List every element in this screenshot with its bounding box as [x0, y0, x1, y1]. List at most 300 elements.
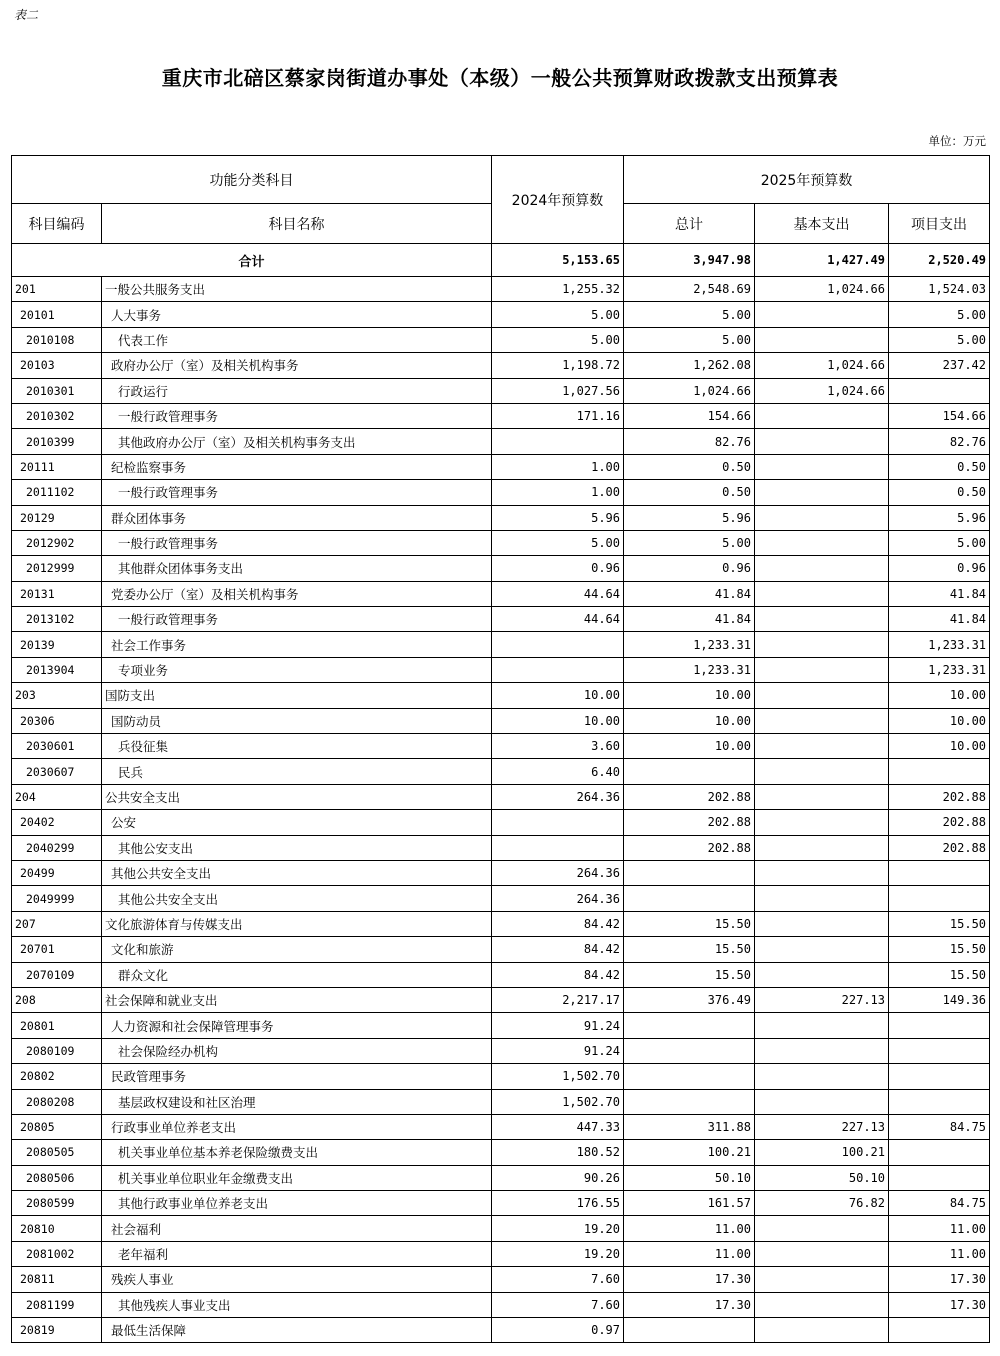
cell-budget-2024: 1,255.32: [492, 277, 624, 302]
cell-basic: [755, 632, 889, 657]
cell-total: 11.00: [624, 1241, 755, 1266]
cell-code: 20802: [12, 1064, 102, 1089]
cell-project: 11.00: [889, 1241, 990, 1266]
cell-budget-2024: 19.20: [492, 1241, 624, 1266]
cell-name: 一般行政管理事务: [102, 480, 492, 505]
table-row: [12, 327, 990, 352]
table-row: [12, 1267, 990, 1292]
cell-project: 154.66: [889, 403, 990, 428]
cell-budget-2024: 1,502.70: [492, 1089, 624, 1114]
cell-name: 其他公安支出: [102, 835, 492, 860]
cell-budget-2024: 171.16: [492, 403, 624, 428]
table-row: [12, 302, 990, 327]
cell-project: [889, 1089, 990, 1114]
cell-project: [889, 1038, 990, 1063]
cell-name: 人大事务: [102, 302, 492, 327]
cell-basic: [755, 1089, 889, 1114]
cell-code: 20306: [12, 708, 102, 733]
cell-code: 20129: [12, 505, 102, 530]
cell-basic: [755, 530, 889, 555]
cell-project: [889, 378, 990, 403]
cell-name: 其他公共安全支出: [102, 886, 492, 911]
table-row: [12, 429, 990, 454]
cell-code: 20402: [12, 810, 102, 835]
table-row: [12, 632, 990, 657]
cell-name: 民兵: [102, 759, 492, 784]
summary-basic: 1,427.49: [755, 244, 889, 277]
table-row: [12, 784, 990, 809]
cell-total: 41.84: [624, 581, 755, 606]
cell-total: 1,262.08: [624, 353, 755, 378]
cell-name: 一般公共服务支出: [102, 277, 492, 302]
cell-project: 41.84: [889, 581, 990, 606]
cell-name: 纪检监察事务: [102, 454, 492, 479]
cell-basic: [755, 1064, 889, 1089]
cell-name: 老年福利: [102, 1241, 492, 1266]
cell-basic: 76.82: [755, 1191, 889, 1216]
cell-name: 其他残疾人事业支出: [102, 1292, 492, 1317]
cell-code: 208: [12, 987, 102, 1012]
cell-name: 一般行政管理事务: [102, 530, 492, 555]
cell-name: 行政运行: [102, 378, 492, 403]
cell-total: [624, 1064, 755, 1089]
cell-total: [624, 1038, 755, 1063]
cell-budget-2024: 1,027.56: [492, 378, 624, 403]
cell-budget-2024: 447.33: [492, 1114, 624, 1139]
cell-budget-2024: [492, 810, 624, 835]
cell-name: 其他公共安全支出: [102, 860, 492, 885]
cell-basic: [755, 1013, 889, 1038]
cell-total: 0.50: [624, 480, 755, 505]
cell-name: 一般行政管理事务: [102, 403, 492, 428]
table-row: [12, 277, 990, 302]
cell-total: 17.30: [624, 1292, 755, 1317]
cell-budget-2024: 5.00: [492, 327, 624, 352]
cell-basic: [755, 708, 889, 733]
cell-budget-2024: 7.60: [492, 1267, 624, 1292]
cell-total: 15.50: [624, 962, 755, 987]
cell-total: 0.96: [624, 556, 755, 581]
cell-total: 311.88: [624, 1114, 755, 1139]
cell-budget-2024: 19.20: [492, 1216, 624, 1241]
cell-name: 文化和旅游: [102, 937, 492, 962]
cell-project: [889, 886, 990, 911]
cell-basic: [755, 327, 889, 352]
cell-total: 2,548.69: [624, 277, 755, 302]
cell-budget-2024: 264.36: [492, 886, 624, 911]
cell-basic: [755, 657, 889, 682]
cell-project: 84.75: [889, 1191, 990, 1216]
table-row: [12, 911, 990, 936]
cell-code: 2030607: [12, 759, 102, 784]
cell-code: 2012902: [12, 530, 102, 555]
unit-label: 单位：万元: [928, 134, 986, 148]
cell-name: 基层政权建设和社区治理: [102, 1089, 492, 1114]
table-row: [12, 962, 990, 987]
cell-project: 5.00: [889, 302, 990, 327]
cell-name: 机关事业单位基本养老保险缴费支出: [102, 1140, 492, 1165]
cell-name: 社会保险经办机构: [102, 1038, 492, 1063]
table-row: [12, 378, 990, 403]
cell-basic: [755, 911, 889, 936]
cell-name: 机关事业单位职业年金缴费支出: [102, 1165, 492, 1190]
cell-project: 82.76: [889, 429, 990, 454]
cell-basic: [755, 429, 889, 454]
cell-budget-2024: 90.26: [492, 1165, 624, 1190]
cell-project: 41.84: [889, 607, 990, 632]
cell-project: 15.50: [889, 937, 990, 962]
cell-basic: [755, 1216, 889, 1241]
cell-name: 群众文化: [102, 962, 492, 987]
cell-project: [889, 759, 990, 784]
cell-basic: [755, 784, 889, 809]
table-row: [12, 937, 990, 962]
cell-basic: [755, 302, 889, 327]
cell-name: 其他政府办公厅（室）及相关机构事务支出: [102, 429, 492, 454]
table-row: [12, 708, 990, 733]
cell-budget-2024: 180.52: [492, 1140, 624, 1165]
cell-basic: [755, 759, 889, 784]
cell-code: 20811: [12, 1267, 102, 1292]
cell-budget-2024: 44.64: [492, 607, 624, 632]
cell-name: 民政管理事务: [102, 1064, 492, 1089]
cell-project: 11.00: [889, 1216, 990, 1241]
cell-code: 20801: [12, 1013, 102, 1038]
cell-code: 20139: [12, 632, 102, 657]
cell-project: [889, 1165, 990, 1190]
summary-budget-2024: 5,153.65: [492, 244, 624, 277]
table-row: [12, 1292, 990, 1317]
cell-total: 0.50: [624, 454, 755, 479]
cell-total: 161.57: [624, 1191, 755, 1216]
cell-basic: [755, 480, 889, 505]
header-code: 科目编码: [12, 204, 102, 244]
summary-project: 2,520.49: [889, 244, 990, 277]
cell-budget-2024: 2,217.17: [492, 987, 624, 1012]
cell-project: 5.00: [889, 530, 990, 555]
cell-name: 公安: [102, 810, 492, 835]
cell-project: 0.50: [889, 454, 990, 479]
table-row: [12, 454, 990, 479]
cell-budget-2024: 176.55: [492, 1191, 624, 1216]
cell-basic: 1,024.66: [755, 353, 889, 378]
cell-code: 2011102: [12, 480, 102, 505]
cell-total: 1,233.31: [624, 632, 755, 657]
cell-code: 2049999: [12, 886, 102, 911]
cell-project: 5.00: [889, 327, 990, 352]
cell-code: 2080506: [12, 1165, 102, 1190]
cell-name: 公共安全支出: [102, 784, 492, 809]
cell-budget-2024: [492, 657, 624, 682]
cell-project: 15.50: [889, 911, 990, 936]
cell-total: 15.50: [624, 911, 755, 936]
cell-total: 11.00: [624, 1216, 755, 1241]
table-row: [12, 607, 990, 632]
table-row: [12, 1114, 990, 1139]
cell-total: 5.00: [624, 530, 755, 555]
cell-budget-2024: 91.24: [492, 1013, 624, 1038]
cell-name: 政府办公厅（室）及相关机构事务: [102, 353, 492, 378]
cell-basic: [755, 886, 889, 911]
cell-code: 20805: [12, 1114, 102, 1139]
cell-budget-2024: [492, 632, 624, 657]
cell-budget-2024: 0.97: [492, 1318, 624, 1343]
cell-total: [624, 759, 755, 784]
cell-name: 一般行政管理事务: [102, 607, 492, 632]
table-row: [12, 505, 990, 530]
cell-project: 10.00: [889, 708, 990, 733]
cell-code: 201: [12, 277, 102, 302]
cell-total: 5.96: [624, 505, 755, 530]
table-number-label: 表二: [14, 8, 39, 22]
cell-basic: 1,024.66: [755, 378, 889, 403]
cell-basic: 227.13: [755, 987, 889, 1012]
header-budget-2024: 2024年预算数: [492, 156, 624, 244]
header-row-1: [12, 156, 990, 204]
cell-project: 1,233.31: [889, 657, 990, 682]
table-row: [12, 581, 990, 606]
cell-code: 2080505: [12, 1140, 102, 1165]
cell-budget-2024: 1.00: [492, 454, 624, 479]
cell-basic: [755, 810, 889, 835]
cell-basic: [755, 1038, 889, 1063]
cell-code: 20111: [12, 454, 102, 479]
header-name: 科目名称: [102, 204, 492, 244]
cell-name: 文化旅游体育与传媒支出: [102, 911, 492, 936]
cell-code: 203: [12, 683, 102, 708]
cell-basic: [755, 1292, 889, 1317]
cell-project: 5.96: [889, 505, 990, 530]
cell-budget-2024: 264.36: [492, 784, 624, 809]
cell-basic: 1,024.66: [755, 277, 889, 302]
cell-project: [889, 1318, 990, 1343]
cell-project: 10.00: [889, 683, 990, 708]
cell-budget-2024: 1.00: [492, 480, 624, 505]
cell-name: 社会工作事务: [102, 632, 492, 657]
cell-code: 2013102: [12, 607, 102, 632]
table-row: [12, 1064, 990, 1089]
cell-code: 20819: [12, 1318, 102, 1343]
cell-project: 17.30: [889, 1292, 990, 1317]
cell-name: 其他群众团体事务支出: [102, 556, 492, 581]
cell-code: 2030601: [12, 734, 102, 759]
cell-code: 20131: [12, 581, 102, 606]
cell-project: [889, 1064, 990, 1089]
cell-budget-2024: 0.96: [492, 556, 624, 581]
cell-basic: [755, 734, 889, 759]
cell-basic: 100.21: [755, 1140, 889, 1165]
header-function-category: 功能分类科目: [12, 156, 492, 204]
cell-name: 社会保障和就业支出: [102, 987, 492, 1012]
table-row: [12, 1191, 990, 1216]
table-row: [12, 657, 990, 682]
cell-total: 82.76: [624, 429, 755, 454]
cell-project: 202.88: [889, 810, 990, 835]
cell-budget-2024: 1,198.72: [492, 353, 624, 378]
table-row: [12, 1165, 990, 1190]
table-row: [12, 860, 990, 885]
cell-code: 20499: [12, 860, 102, 885]
cell-budget-2024: 3.60: [492, 734, 624, 759]
cell-total: 202.88: [624, 810, 755, 835]
cell-code: 2070109: [12, 962, 102, 987]
table-row: [12, 987, 990, 1012]
cell-project: [889, 860, 990, 885]
cell-code: 20101: [12, 302, 102, 327]
cell-code: 2010399: [12, 429, 102, 454]
summary-total: 3,947.98: [624, 244, 755, 277]
cell-total: 5.00: [624, 327, 755, 352]
cell-code: 2080109: [12, 1038, 102, 1063]
cell-name: 其他行政事业单位养老支出: [102, 1191, 492, 1216]
cell-budget-2024: 7.60: [492, 1292, 624, 1317]
cell-budget-2024: 5.00: [492, 302, 624, 327]
cell-project: 15.50: [889, 962, 990, 987]
budget-table: [11, 155, 990, 1343]
cell-budget-2024: 10.00: [492, 683, 624, 708]
cell-project: 10.00: [889, 734, 990, 759]
cell-name: 行政事业单位养老支出: [102, 1114, 492, 1139]
table-row: [12, 1013, 990, 1038]
cell-total: 17.30: [624, 1267, 755, 1292]
cell-basic: [755, 1318, 889, 1343]
cell-project: [889, 1140, 990, 1165]
header-basic: 基本支出: [755, 204, 889, 244]
table-row: [12, 1216, 990, 1241]
cell-code: 20701: [12, 937, 102, 962]
cell-total: 154.66: [624, 403, 755, 428]
cell-budget-2024: 44.64: [492, 581, 624, 606]
cell-basic: [755, 607, 889, 632]
cell-budget-2024: 84.42: [492, 962, 624, 987]
cell-total: 202.88: [624, 784, 755, 809]
cell-name: 残疾人事业: [102, 1267, 492, 1292]
cell-code: 2012999: [12, 556, 102, 581]
cell-project: 202.88: [889, 835, 990, 860]
cell-project: [889, 1013, 990, 1038]
cell-total: 376.49: [624, 987, 755, 1012]
cell-name: 党委办公厅（室）及相关机构事务: [102, 581, 492, 606]
cell-budget-2024: 84.42: [492, 937, 624, 962]
table-row: [12, 683, 990, 708]
table-row: [12, 759, 990, 784]
summary-label: 合计: [12, 244, 492, 277]
cell-budget-2024: 1,502.70: [492, 1064, 624, 1089]
table-row: [12, 1089, 990, 1114]
header-project: 项目支出: [889, 204, 990, 244]
cell-code: 2010108: [12, 327, 102, 352]
cell-total: 10.00: [624, 708, 755, 733]
table-row: [12, 1318, 990, 1343]
cell-project: 149.36: [889, 987, 990, 1012]
cell-name: 社会福利: [102, 1216, 492, 1241]
header-total: 总计: [624, 204, 755, 244]
cell-basic: [755, 454, 889, 479]
cell-total: 1,233.31: [624, 657, 755, 682]
cell-budget-2024: 6.40: [492, 759, 624, 784]
cell-name: 国防支出: [102, 683, 492, 708]
cell-name: 群众团体事务: [102, 505, 492, 530]
cell-name: 代表工作: [102, 327, 492, 352]
cell-total: [624, 1318, 755, 1343]
table-row: [12, 556, 990, 581]
cell-code: 2080208: [12, 1089, 102, 1114]
cell-code: 2081002: [12, 1241, 102, 1266]
cell-total: 5.00: [624, 302, 755, 327]
table-row: [12, 886, 990, 911]
cell-project: 17.30: [889, 1267, 990, 1292]
cell-budget-2024: 264.36: [492, 860, 624, 885]
cell-budget-2024: 5.96: [492, 505, 624, 530]
cell-total: 10.00: [624, 683, 755, 708]
cell-basic: [755, 962, 889, 987]
cell-name: 兵役征集: [102, 734, 492, 759]
cell-total: 1,024.66: [624, 378, 755, 403]
cell-code: 2080599: [12, 1191, 102, 1216]
table-row: [12, 835, 990, 860]
cell-basic: [755, 937, 889, 962]
table-row: [12, 403, 990, 428]
cell-code: 2081199: [12, 1292, 102, 1317]
cell-code: 2010302: [12, 403, 102, 428]
cell-total: 15.50: [624, 937, 755, 962]
cell-code: 20810: [12, 1216, 102, 1241]
table-row: [12, 480, 990, 505]
cell-budget-2024: 84.42: [492, 911, 624, 936]
cell-basic: 50.10: [755, 1165, 889, 1190]
cell-total: [624, 1013, 755, 1038]
table-row: [12, 734, 990, 759]
cell-budget-2024: [492, 429, 624, 454]
cell-total: 41.84: [624, 607, 755, 632]
cell-budget-2024: 10.00: [492, 708, 624, 733]
table-row: [12, 1241, 990, 1266]
cell-name: 最低生活保障: [102, 1318, 492, 1343]
cell-basic: [755, 835, 889, 860]
table-row: [12, 1038, 990, 1063]
cell-project: 1,524.03: [889, 277, 990, 302]
cell-project: 1,233.31: [889, 632, 990, 657]
table-row: [12, 353, 990, 378]
cell-total: 10.00: [624, 734, 755, 759]
cell-total: 50.10: [624, 1165, 755, 1190]
header-budget-2025: 2025年预算数: [624, 156, 990, 204]
cell-code: 204: [12, 784, 102, 809]
cell-name: 专项业务: [102, 657, 492, 682]
summary-row: [12, 244, 990, 277]
cell-basic: [755, 403, 889, 428]
document-title: 重庆市北碚区蔡家岗街道办事处（本级）一般公共预算财政拨款支出预算表: [161, 66, 839, 90]
cell-basic: 227.13: [755, 1114, 889, 1139]
cell-basic: [755, 505, 889, 530]
cell-code: 2010301: [12, 378, 102, 403]
cell-budget-2024: [492, 835, 624, 860]
cell-code: 2040299: [12, 835, 102, 860]
cell-total: 100.21: [624, 1140, 755, 1165]
cell-code: 2013904: [12, 657, 102, 682]
cell-basic: [755, 1241, 889, 1266]
cell-name: 人力资源和社会保障管理事务: [102, 1013, 492, 1038]
cell-basic: [755, 683, 889, 708]
table-row: [12, 530, 990, 555]
cell-name: 国防动员: [102, 708, 492, 733]
table-row: [12, 810, 990, 835]
cell-budget-2024: 5.00: [492, 530, 624, 555]
cell-basic: [755, 860, 889, 885]
cell-code: 207: [12, 911, 102, 936]
cell-project: 237.42: [889, 353, 990, 378]
cell-project: 84.75: [889, 1114, 990, 1139]
